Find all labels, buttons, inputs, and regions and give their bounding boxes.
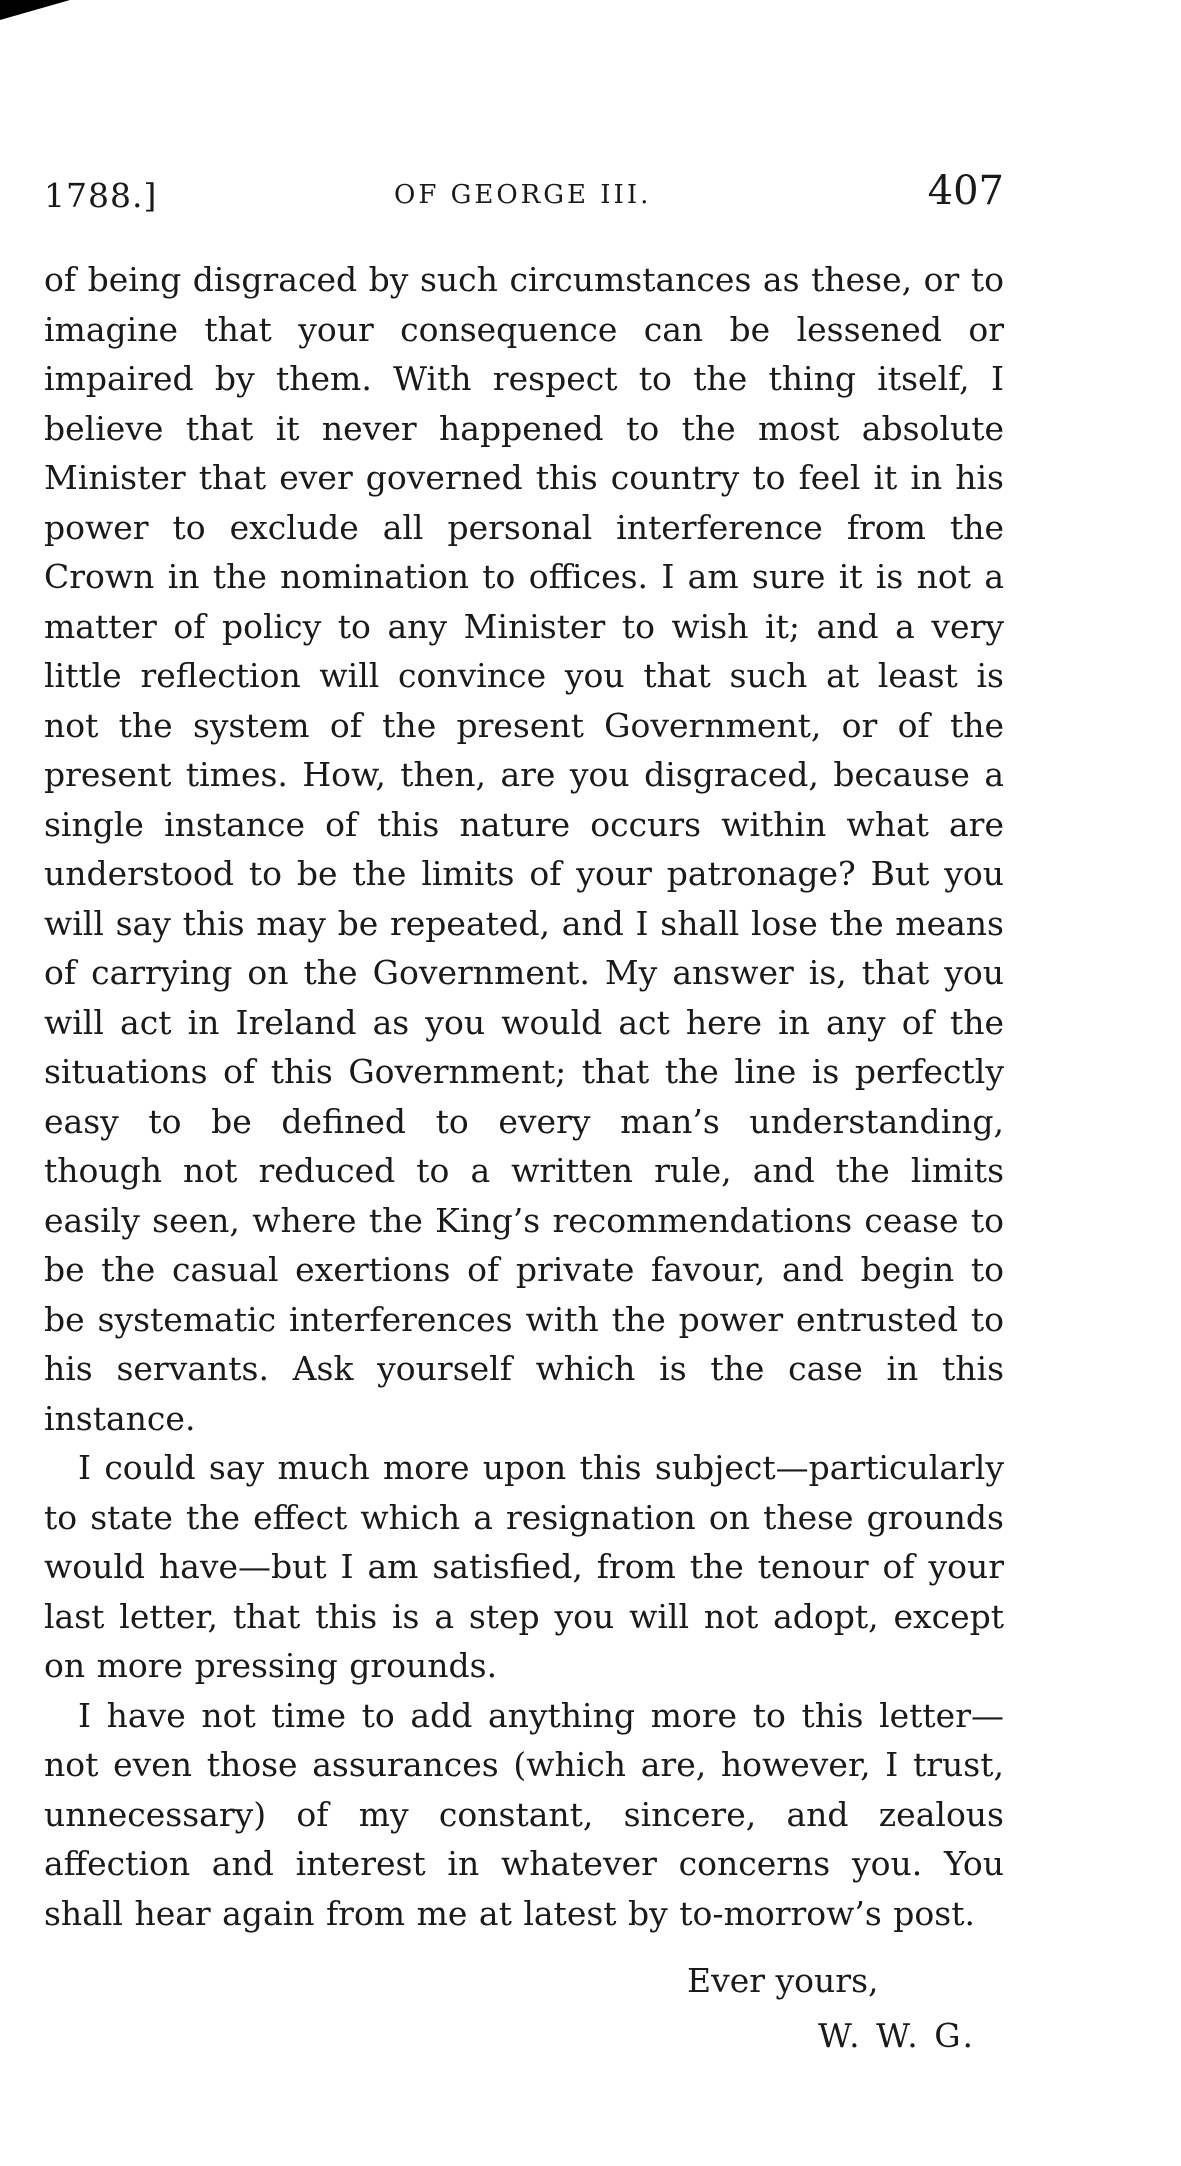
corner-mark xyxy=(0,0,70,20)
paragraph-continued: of being disgraced by such circumstances as these, or to imagine that your consequence can be lessened or impaired by them. With respect to the thing itself, I believe that it never happened to the most absolute Minister that ever governed this country to feel it in his power to exclude all personal interference from the Crown in the nomination to offices. I am sure it is not a matter of policy to any Minister to wish it; and a very little reflection will convince you that such at least is not the system of the present Government, or of the present times. How, then, are you disgraced, because a single instance of this nature occurs within what are understood to be the limits of your patronage? But you will say this may be repeated, and I shall lose the means of carrying on the Government. My answer is, that you will act in Ireland as you would act here in any of the situations of this Government; that the line is perfectly easy to be defined to every man’s understanding, though not reduced to a written rule, and the limits easily seen, where the King’s recommendations cease to be the casual exertions of private favour, and begin to be systematic interferences with the power entrusted to his servants. Ask yourself which is the case in this instance. xyxy=(44,260,1004,1438)
closing-salutation: Ever yours, xyxy=(687,1961,879,2000)
running-head-year: 1788.] xyxy=(44,176,158,215)
running-head-title: OF GEORGE III. xyxy=(394,180,652,210)
paragraph: I could say much more upon this subject—particularly to state the effect which a resignation on these grounds would have—but I am satisfied, from the tenour of your last letter, that this is a step you will not adopt, except on more pressing grounds. xyxy=(44,1448,1004,1685)
paragraph: I have not time to add anything more to this letter—not even those assurances (which are, however, I trust, unnecessary) of my constant, sincere, and zealous affection and interest in whatever concerns you. You shall hear again from me at latest by to-morrow’s post. xyxy=(44,1695,1004,1933)
signature: W. W. G. xyxy=(818,2016,976,2055)
letter-body xyxy=(44,255,1004,1938)
page-number: 407 xyxy=(927,168,1004,214)
running-head xyxy=(44,168,1004,218)
